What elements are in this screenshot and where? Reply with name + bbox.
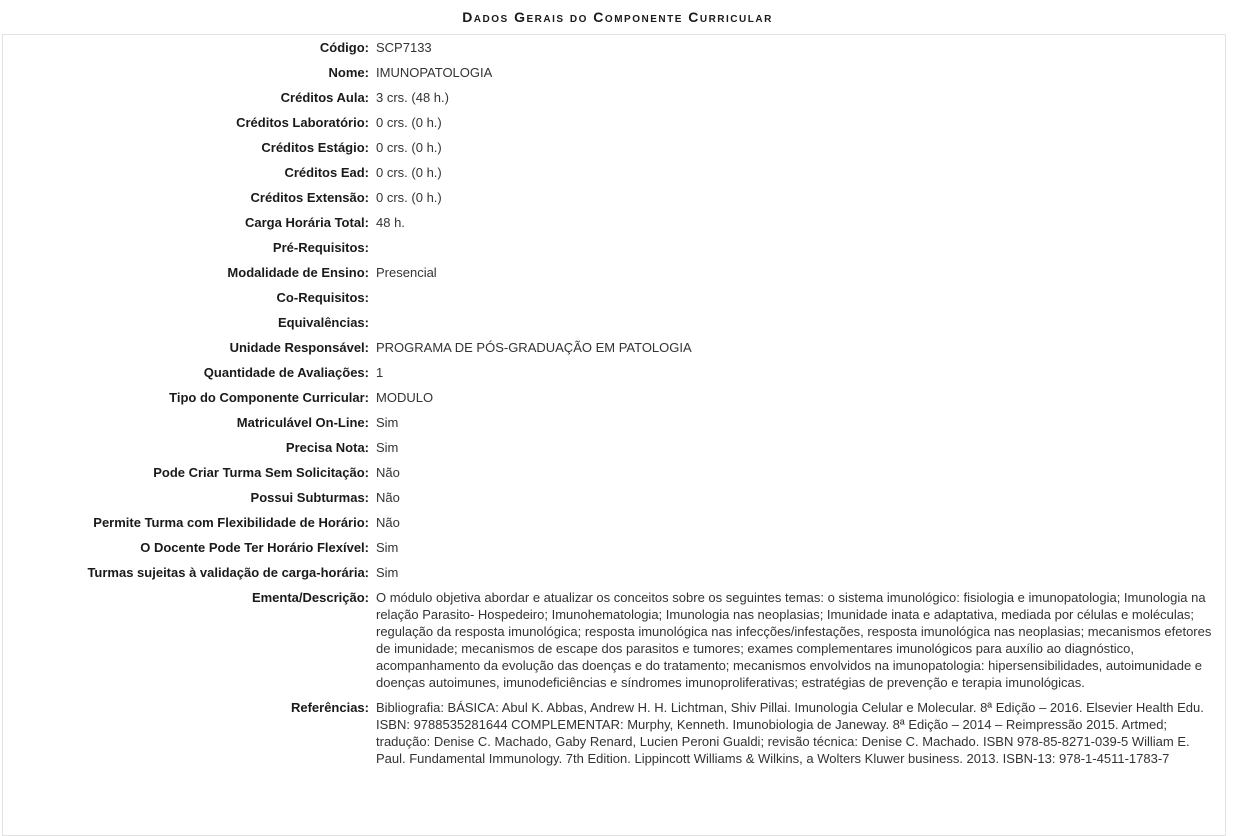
field-value: PROGRAMA DE PÓS-GRADUAÇÃO EM PATOLOGIA <box>376 340 692 355</box>
field-value: 48 h. <box>376 215 405 230</box>
field-value <box>372 285 1225 310</box>
field-value: Não <box>376 515 400 530</box>
table-row <box>3 560 1225 585</box>
table-row <box>3 160 1225 185</box>
field-label: Matriculável On-Line: <box>236 415 369 430</box>
field-value: 0 crs. (0 h.) <box>376 165 442 180</box>
field-label: Precisa Nota: <box>285 440 369 455</box>
field-label: Quantidade de Avaliações: <box>203 365 369 380</box>
field-label: O Docente Pode Ter Horário Flexível: <box>140 540 369 555</box>
table-row <box>3 60 1225 85</box>
field-label: Referências: <box>290 700 369 715</box>
field-value: IMUNOPATOLOGIA <box>376 65 493 80</box>
field-value: MODULO <box>376 390 434 405</box>
table-row <box>3 135 1225 160</box>
field-label: Créditos Laboratório: <box>236 115 369 130</box>
field-value: 0 crs. (0 h.) <box>376 115 442 130</box>
field-value: Não <box>376 465 400 480</box>
field-label: Ementa/Descrição: <box>251 590 369 605</box>
field-label: Créditos Aula: <box>280 90 369 105</box>
table-row <box>3 385 1225 410</box>
course-table-body <box>3 35 1225 771</box>
field-label: Possui Subturmas: <box>250 490 369 505</box>
table-row <box>3 35 1225 60</box>
field-value: Não <box>376 490 400 505</box>
table-row <box>3 185 1225 210</box>
field-label: Tipo do Componente Curricular: <box>169 390 369 405</box>
table-row <box>3 360 1225 385</box>
field-label: Permite Turma com Flexibilidade de Horário: <box>93 515 369 530</box>
table-row <box>3 335 1225 360</box>
table-row <box>3 535 1225 560</box>
field-value <box>372 310 1225 335</box>
field-value: O módulo objetiva abordar e atualizar os conceitos sobre os seguintes temas: o sistema imunológico: fisiologia e imunopatologia; Imunologia na relação Parasito- Hospedeiro; Imunohematologia; Imunologia nas neoplasias; Imunidade inata e adaptativa, mediada por células e moléculas; regulação da resposta imunológica; resposta imunológica nas infecções/infestações, resposta imunológica nas neoplasias; mecanismos efetores de imunidade; mecanismos de escape dos parasitos e tumores; exames complementares imunológicos para auxílio ao diagnóstico, acompanhamento da evolução das doenças e do tratamento; mecanismos envolvidos na imunopatologia: hipersensibilidades, autoimunidade e doenças autoimunes, imunodeficiências e síndromes imunoproliferativas; estratégias de prevenção e terapia imunológicas. <box>376 590 1212 690</box>
table-row <box>3 435 1225 460</box>
table-row <box>3 585 1225 695</box>
table-row <box>3 285 1225 310</box>
field-value: Sim <box>376 415 399 430</box>
table-row <box>3 410 1225 435</box>
course-data-table <box>3 35 1225 771</box>
table-row <box>3 695 1225 771</box>
field-label: Nome: <box>328 65 369 80</box>
field-value: 0 crs. (0 h.) <box>376 140 442 155</box>
field-label: Créditos Estágio: <box>261 140 369 155</box>
field-label: Créditos Extensão: <box>250 190 369 205</box>
table-row <box>3 260 1225 285</box>
field-label: Código: <box>319 40 369 55</box>
field-value: 1 <box>376 365 384 380</box>
table-row <box>3 460 1225 485</box>
field-label: Carga Horária Total: <box>244 215 369 230</box>
field-label: Co-Requisitos: <box>276 290 369 305</box>
field-value: 3 crs. (48 h.) <box>376 90 449 105</box>
table-row <box>3 110 1225 135</box>
table-row <box>3 485 1225 510</box>
table-row <box>3 235 1225 260</box>
field-value: 0 crs. (0 h.) <box>376 190 442 205</box>
field-value: Bibliografia: BÁSICA: Abul K. Abbas, Andrew H. H. Lichtman, Shiv Pillai. Imunologia Celular e Molecular. 8ª Edição – 2016. Elsevier Health Edu. ISBN: 9788535281644 COMPLEMENTAR: Murphy, Kenneth. Imunobiologia de Janeway. 8ª Edição – 2014 – Reimpressão 2015. Artmed; tradução: Denise C. Machado, Gaby Renard, Lucien Peroni Gualdi; revisão técnica: Denise C. Machado. ISBN 978-85-8271-039-5 William E. Paul. Fundamental Immunology. 7th Edition. Lippincott Williams & Wilkins, a Wolters Kluwer business. 2013. ISBN-13: 978-1-4511-1783-7 <box>376 700 1204 766</box>
field-label: Unidade Responsável: <box>229 340 369 355</box>
page-title: Dados Gerais do Componente Curricular <box>462 9 773 25</box>
table-row <box>3 85 1225 110</box>
field-value <box>372 235 1225 260</box>
course-data-panel <box>2 34 1226 836</box>
table-row <box>3 310 1225 335</box>
table-row <box>3 210 1225 235</box>
field-value: SCP7133 <box>376 40 432 55</box>
field-value: Sim <box>376 540 399 555</box>
field-value: Sim <box>376 565 399 580</box>
field-value: Presencial <box>376 265 437 280</box>
field-label: Créditos Ead: <box>284 165 369 180</box>
field-label: Pode Criar Turma Sem Solicitação: <box>153 465 369 480</box>
table-row <box>3 510 1225 535</box>
field-label: Modalidade de Ensino: <box>227 265 369 280</box>
field-label: Equivalências: <box>277 315 369 330</box>
field-value: Sim <box>376 440 399 455</box>
field-label: Pré-Requisitos: <box>272 240 369 255</box>
field-label: Turmas sujeitas à validação de carga-horária: <box>87 565 369 580</box>
